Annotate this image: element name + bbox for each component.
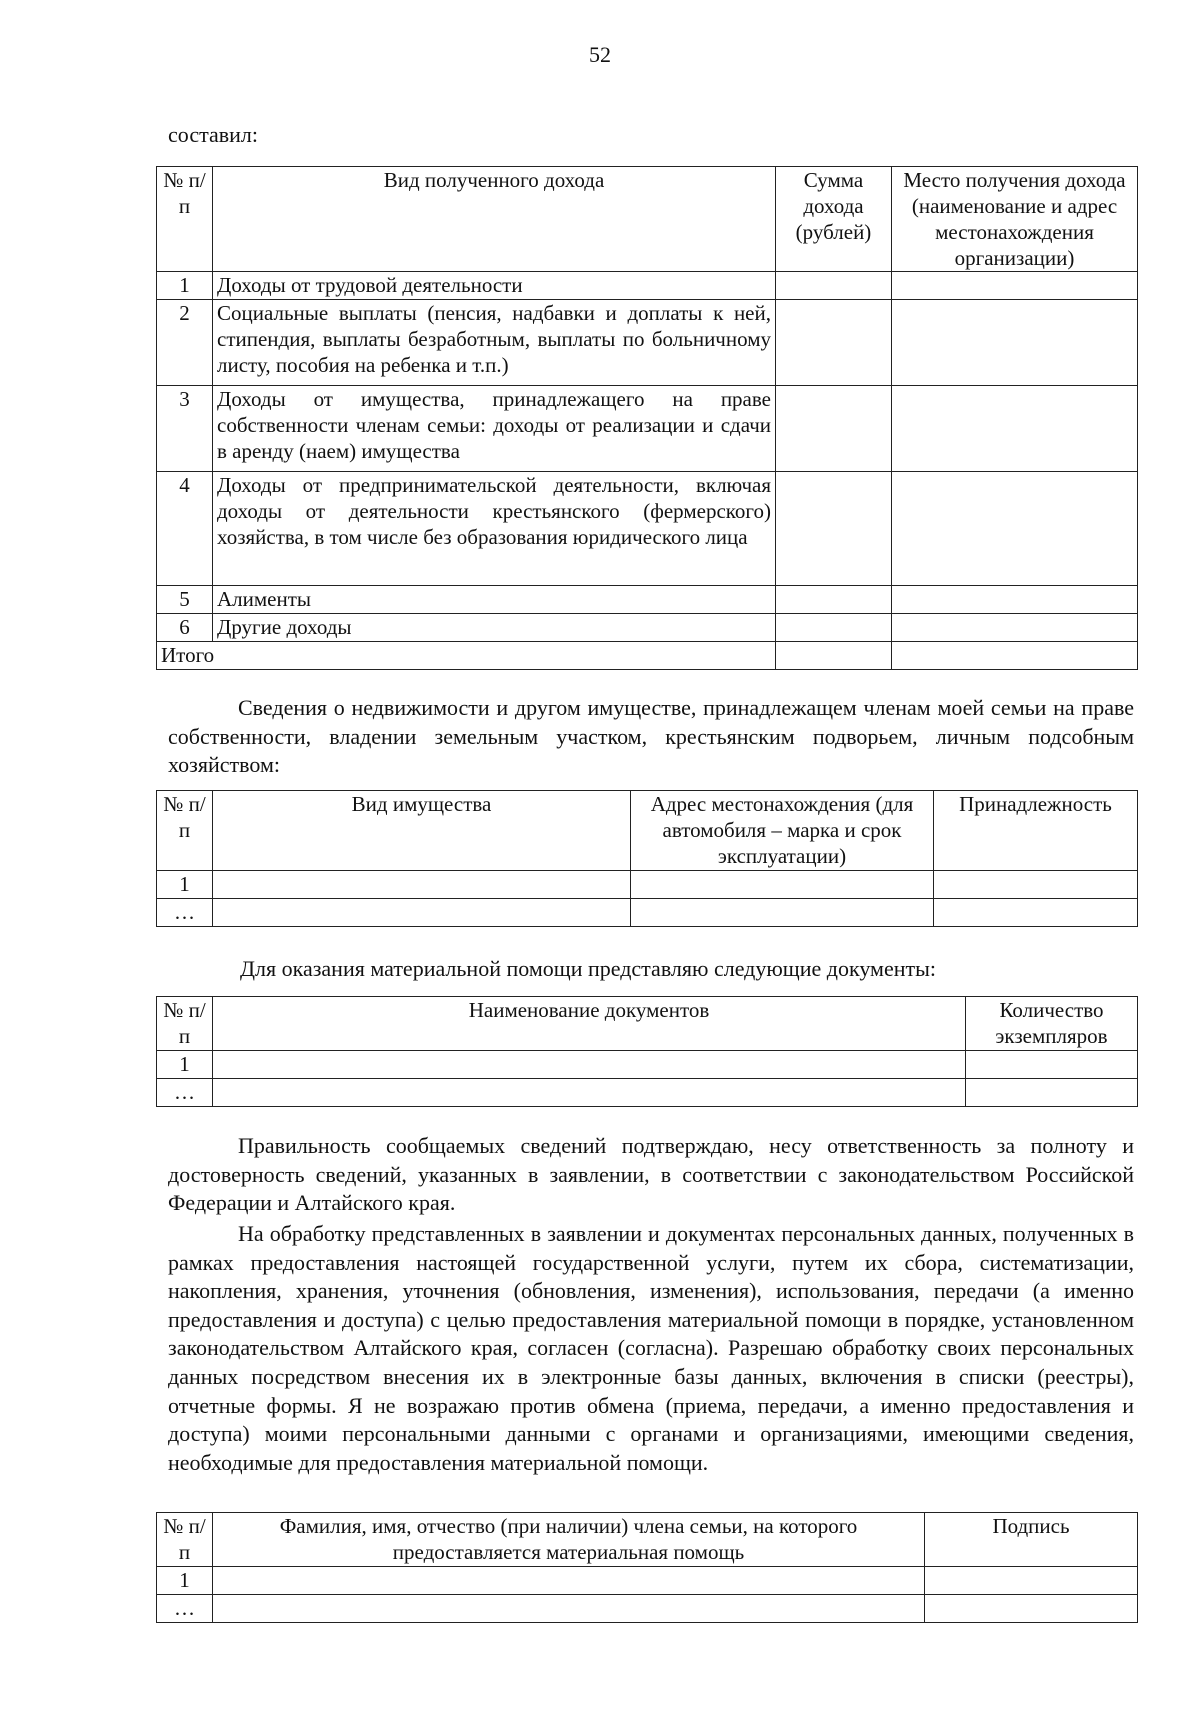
income-place-cell[interactable]: [892, 472, 1138, 586]
row-number: 6: [157, 614, 213, 642]
document-count-cell[interactable]: [966, 1051, 1138, 1079]
property-header-address: Адрес местонахождения (для автомобиля – марка и срок эксплуатации): [631, 791, 934, 871]
confirmation-text: Правильность сообщаемых сведений подтверждаю, несу ответственность за полноту и достоверность сведений, указанных в заявлении, в соответствии с законодательством Российской Федерации и Алтайского края.: [168, 1133, 1134, 1216]
table-row: [157, 1051, 1138, 1079]
income-place-cell[interactable]: [892, 386, 1138, 472]
income-sum-cell[interactable]: [776, 614, 892, 642]
income-sum-cell[interactable]: [776, 386, 892, 472]
signature-header-num: № п/п: [157, 1513, 213, 1567]
property-table: [156, 790, 1138, 927]
income-header-type: Вид полученного дохода: [213, 167, 776, 272]
property-address-cell[interactable]: [631, 899, 934, 927]
income-table: [156, 166, 1138, 670]
row-number: …: [157, 1079, 213, 1107]
row-number: 1: [157, 1051, 213, 1079]
signature-header-name: Фамилия, имя, отчество (при наличии) члена семьи, на которого предоставляется материальная помощь: [213, 1513, 925, 1567]
signature-table: [156, 1512, 1138, 1623]
table-row: [157, 300, 1138, 386]
family-member-name-cell[interactable]: [213, 1567, 925, 1595]
income-sum-cell[interactable]: [776, 272, 892, 300]
property-header-type: Вид имущества: [213, 791, 631, 871]
document-name-cell[interactable]: [213, 1079, 966, 1107]
signature-cell[interactable]: [925, 1567, 1138, 1595]
income-type-label: Алименты: [213, 586, 776, 614]
total-place-cell[interactable]: [892, 642, 1138, 670]
table-row: [157, 1567, 1138, 1595]
property-type-cell[interactable]: [213, 871, 631, 899]
table-row: [157, 1595, 1138, 1623]
property-owner-cell[interactable]: [934, 871, 1138, 899]
documents-header-name: Наименование документов: [213, 997, 966, 1051]
document-name-cell[interactable]: [213, 1051, 966, 1079]
row-number: 3: [157, 386, 213, 472]
row-number: 1: [157, 1567, 213, 1595]
property-header-num: № п/п: [157, 791, 213, 871]
documents-table: [156, 996, 1138, 1107]
income-place-cell[interactable]: [892, 614, 1138, 642]
page-number: 52: [589, 42, 611, 67]
income-type-label: Доходы от предпринимательской деятельности, включая доходы от деятельности крестьянского (фермерского) хозяйства, в том числе без образования юридического лица: [213, 472, 776, 586]
documents-intro: Для оказания материальной помощи представляю следующие документы:: [240, 956, 937, 981]
property-owner-cell[interactable]: [934, 899, 1138, 927]
income-type-label: Социальные выплаты (пенсия, надбавки и доплаты к ней, стипендия, выплаты безработным, выплаты по больничному листу, пособия на ребенка и т.п.): [213, 300, 776, 386]
table-row: [157, 472, 1138, 586]
income-header-sum: Сумма дохода (рублей): [776, 167, 892, 272]
income-sum-cell[interactable]: [776, 472, 892, 586]
table-row: [157, 614, 1138, 642]
row-number: 5: [157, 586, 213, 614]
row-number: …: [157, 1595, 213, 1623]
compiled-label: составил:: [168, 122, 258, 147]
total-row: [157, 642, 1138, 670]
table-row: [157, 272, 1138, 300]
signature-cell[interactable]: [925, 1595, 1138, 1623]
row-number: 1: [157, 272, 213, 300]
property-type-cell[interactable]: [213, 899, 631, 927]
income-header-num: № п/п: [157, 167, 213, 272]
income-place-cell[interactable]: [892, 272, 1138, 300]
income-type-label: Другие доходы: [213, 614, 776, 642]
income-place-cell[interactable]: [892, 300, 1138, 386]
table-row: [157, 899, 1138, 927]
documents-header-num: № п/п: [157, 997, 213, 1051]
income-type-label: Доходы от трудовой деятельности: [213, 272, 776, 300]
table-row: [157, 386, 1138, 472]
property-address-cell[interactable]: [631, 871, 934, 899]
row-number: …: [157, 899, 213, 927]
row-number: 4: [157, 472, 213, 586]
documents-header-count: Количество экземпляров: [966, 997, 1138, 1051]
document-count-cell[interactable]: [966, 1079, 1138, 1107]
income-type-label: Доходы от имущества, принадлежащего на праве собственности членам семьи: доходы от реализации и сдачи в аренду (наем) имущества: [213, 386, 776, 472]
consent-text: На обработку представленных в заявлении и документах персональных данных, полученных в рамках предоставления настоящей государственной услуги, путем их сбора, систематизации, накопления, хранения, уточнения (обновления, изменения), использования, передачи (а именно предоставления и доступа) с целью предоставления материальной помощи в порядке, установленном законодательством Алтайского края, согласен (согласна). Разрешаю обработку своих персональных данных посредством внесения их в электронные базы данных, включения в списки (реестры), отчетные формы. Я не возражаю против обмена (приема, передачи, а именно предоставления и доступа) моими персональными данными с органами и организациями, имеющими сведения, необходимые для предоставления материальной помощи.: [168, 1221, 1134, 1475]
signature-header-signature: Подпись: [925, 1513, 1138, 1567]
income-place-cell[interactable]: [892, 586, 1138, 614]
family-member-name-cell[interactable]: [213, 1595, 925, 1623]
total-label: Итого: [157, 642, 776, 670]
table-row: [157, 586, 1138, 614]
total-sum-cell[interactable]: [776, 642, 892, 670]
income-sum-cell[interactable]: [776, 300, 892, 386]
income-sum-cell[interactable]: [776, 586, 892, 614]
table-row: [157, 1079, 1138, 1107]
income-header-place: Место получения дохода (наименование и адрес местонахождения организации): [892, 167, 1138, 272]
row-number: 1: [157, 871, 213, 899]
property-header-owner: Принадлежность: [934, 791, 1138, 871]
row-number: 2: [157, 300, 213, 386]
property-intro: Сведения о недвижимости и другом имуществе, принадлежащем членам моей семьи на праве собственности, владении земельным участком, крестьянским подворьем, личным подсобным хозяйством:: [168, 695, 1134, 778]
table-row: [157, 871, 1138, 899]
